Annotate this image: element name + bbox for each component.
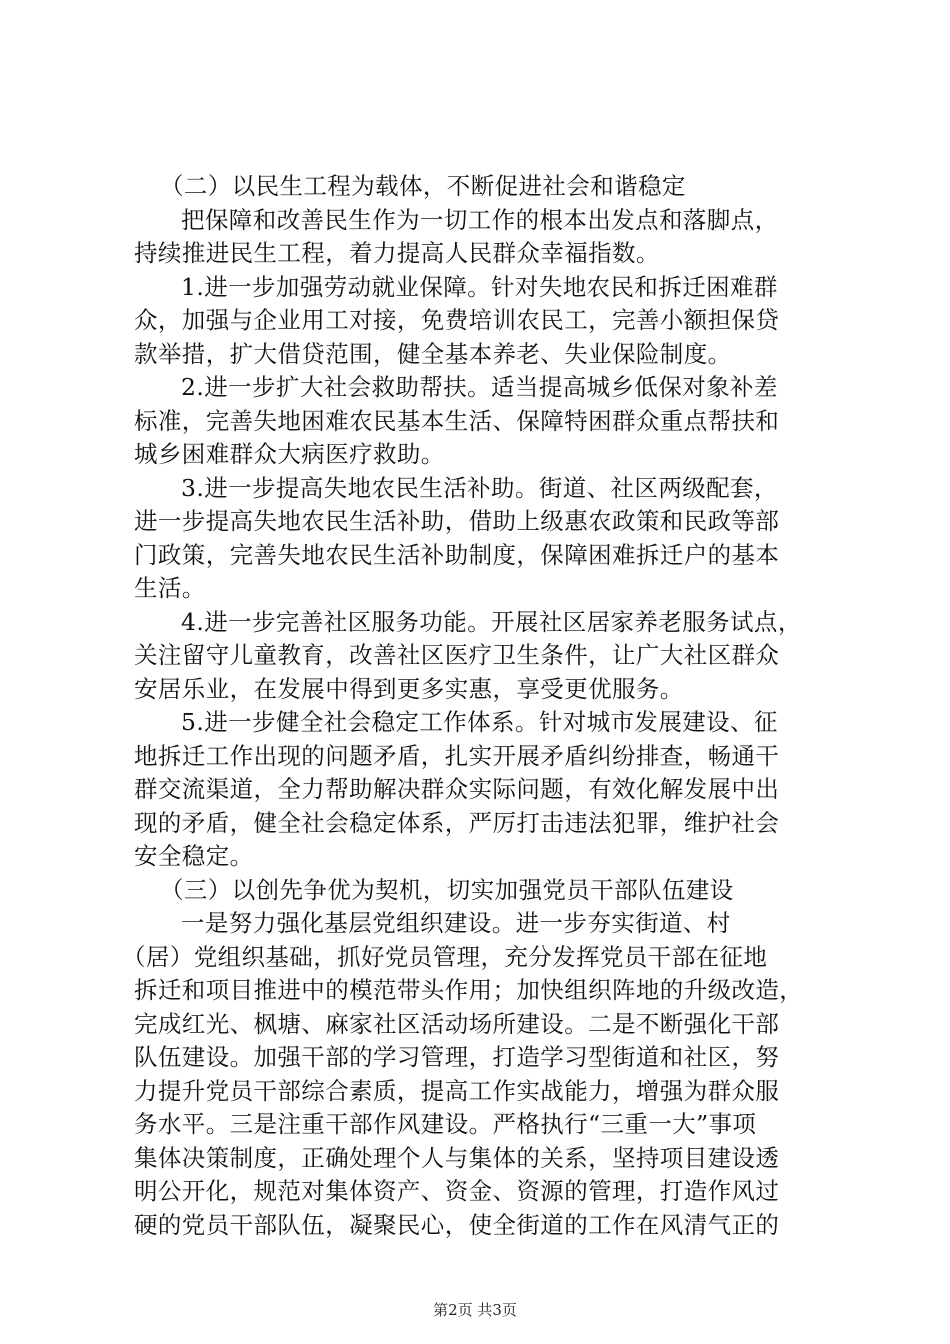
paragraph-line: 安居乐业，在发展中得到更多实惠，享受更优服务。 (134, 675, 684, 703)
paragraph-line: 拆迁和项目推进中的模范带头作用；加快组织阵地的升级改造， (134, 976, 804, 1004)
paragraph-line: 群交流渠道，全力帮助解决群众实际问题，有效化解发展中出 (134, 775, 780, 803)
paragraph-line: 明公开化，规范对集体资产、资金、资源的管理，打造作风过 (134, 1177, 780, 1205)
paragraph-line: 硬的党员干部队伍，凝聚民心，使全街道的工作在风清气正的 (134, 1211, 780, 1239)
paragraph-line: 生活。 (134, 574, 206, 602)
paragraph-line: 4.进一步完善社区服务功能。开展社区居家养老服务试点， (181, 608, 802, 636)
paragraph-line: 集体决策制度，正确处理个人与集体的关系，坚持项目建设透 (134, 1144, 780, 1172)
paragraph-line: 关注留守儿童教育，改善社区医疗卫生条件，让广大社区群众 (134, 641, 780, 669)
paragraph-line: 3.进一步提高失地农民生活补助。街道、社区两级配套， (181, 474, 778, 502)
paragraph-line: 众，加强与企业用工对接，免费培训农民工，完善小额担保贷 (134, 306, 780, 334)
paragraph-line: 力提升党员干部综合素质，提高工作实战能力，增强为群众服 (134, 1077, 780, 1105)
page-number-footer: 第2页 共3页 (433, 1301, 517, 1319)
paragraph-line: 安全稳定。 (134, 842, 254, 870)
paragraph-line: 地拆迁工作出现的问题矛盾，扎实开展矛盾纠纷排查，畅通干 (134, 742, 780, 770)
paragraph-line: 完成红光、枫塘、麻家社区活动场所建设。二是不断强化干部 (134, 1010, 780, 1038)
paragraph-line: 城乡困难群众大病医疗救助。 (134, 440, 445, 468)
paragraph-line: 把保障和改善民生作为一切工作的根本出发点和落脚点， (181, 206, 779, 234)
paragraph-line: 队伍建设。加强干部的学习管理，打造学习型街道和社区，努 (134, 1043, 780, 1071)
paragraph-line: 进一步提高失地农民生活补助，借助上级惠农政策和民政等部 (134, 507, 780, 535)
paragraph-line: 门政策，完善失地农民生活补助制度，保障困难拆迁户的基本 (134, 541, 780, 569)
section-heading-2: （二）以民生工程为载体，不断促进社会和谐稳定 (160, 172, 686, 200)
paragraph-line: 标准，完善失地困难农民基本生活、保障特困群众重点帮扶和 (134, 407, 780, 435)
paragraph-line: 2.进一步扩大社会救助帮扶。适当提高城乡低保对象补差 (181, 373, 778, 401)
paragraph-line: 5.进一步健全社会稳定工作体系。针对城市发展建设、征 (181, 708, 778, 736)
paragraph-line: （居）党组织基础，抓好党员管理，充分发挥党员干部在征地 (122, 943, 768, 971)
paragraph-line: 现的矛盾，健全社会稳定体系，严厉打击违法犯罪，维护社会 (134, 809, 780, 837)
paragraph-line: 务水平。三是注重干部作风建设。严格执行“三重一大”事项 (134, 1110, 757, 1138)
paragraph-line: 一是努力强化基层党组织建设。进一步夯实街道、村 (181, 909, 731, 937)
paragraph-line: 款举措，扩大借贷范围，健全基本养老、失业保险制度。 (134, 340, 732, 368)
section-heading-3: （三）以创先争优为契机，切实加强党员干部队伍建设 (160, 876, 734, 904)
paragraph-line: 持续推进民生工程，着力提高人民群众幸福指数。 (134, 239, 660, 267)
paragraph-line: 1.进一步加强劳动就业保障。针对失地农民和拆迁困难群 (181, 273, 778, 301)
